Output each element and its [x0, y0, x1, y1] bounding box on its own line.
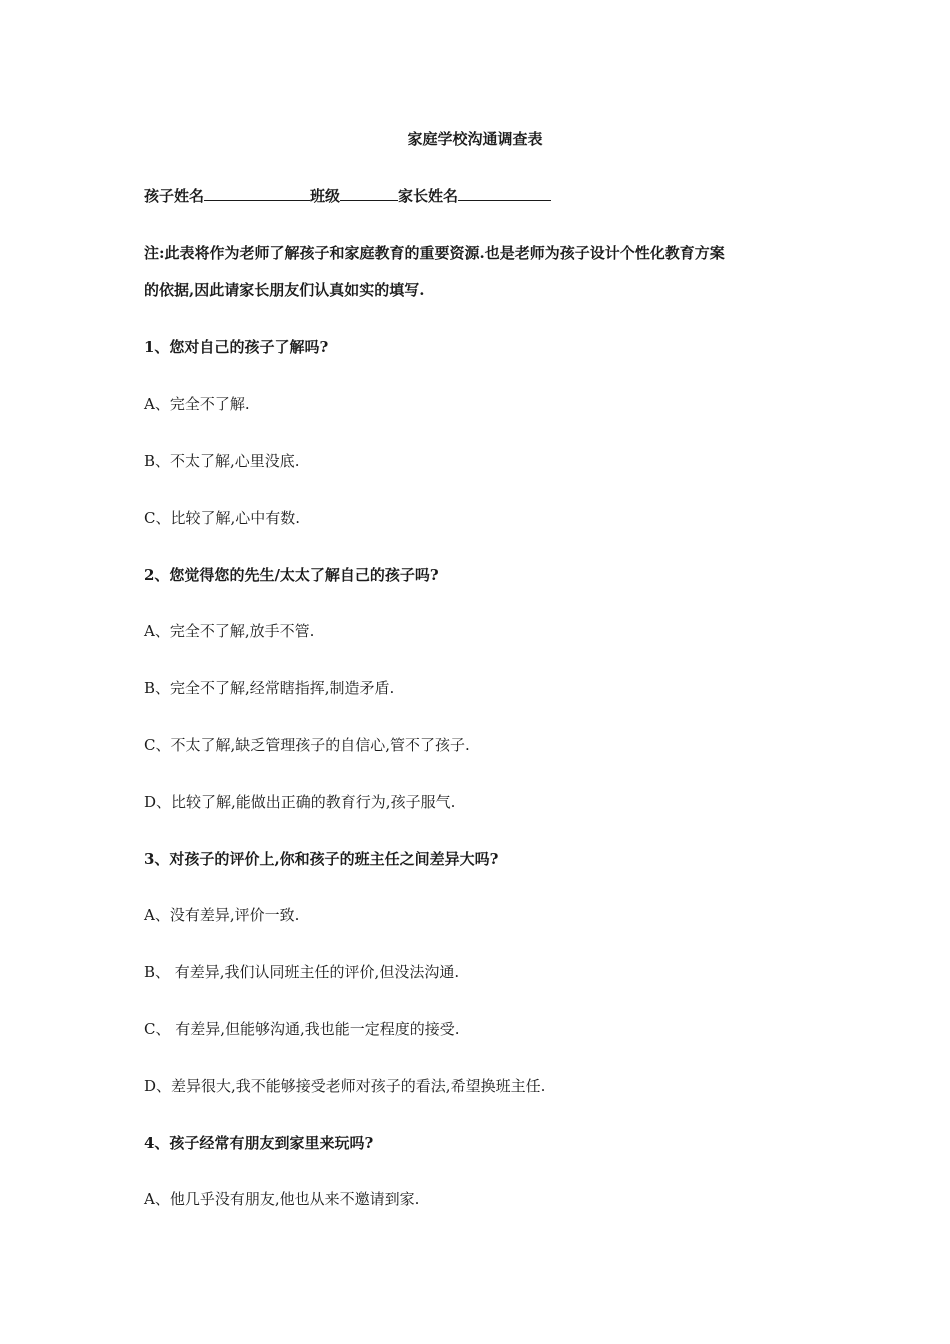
parent-name-field[interactable]: [458, 185, 551, 201]
document-title: 家庭学校沟通调查表: [407, 130, 543, 148]
class-field[interactable]: [340, 185, 398, 201]
question-4: 4、孩子经常有朋友到家里来玩吗?: [144, 1134, 374, 1152]
q2-option-d[interactable]: D、比较了解,能做出正确的教育行为,孩子服气.: [144, 793, 456, 811]
q2-option-a[interactable]: A、完全不了解,放手不管.: [144, 622, 315, 640]
q1-option-c[interactable]: C、比较了解,心中有数.: [144, 509, 301, 527]
q2-option-b[interactable]: B、完全不了解,经常瞎指挥,制造矛盾.: [144, 679, 395, 697]
q3-option-a[interactable]: A、没有差异,评价一致.: [144, 906, 300, 924]
q1-option-b[interactable]: B、不太了解,心里没底.: [144, 452, 300, 470]
question-1: 1、您对自己的孩子了解吗?: [144, 338, 329, 356]
child-name-field[interactable]: [204, 185, 310, 201]
parent-name-label: 家长姓名: [398, 187, 459, 205]
question-2: 2、您觉得您的先生/太太了解自己的孩子吗?: [144, 566, 439, 584]
question-3: 3、对孩子的评价上,你和孩子的班主任之间差异大吗?: [144, 850, 499, 868]
q3-option-b[interactable]: B、 有差异,我们认同班主任的评价,但没法沟通.: [144, 963, 460, 981]
note-line-1: 注:此表将作为老师了解孩子和家庭教育的重要资源.也是老师为孩子设计个性化教育方案: [144, 244, 725, 262]
note-line-2: 的依据,因此请家长朋友们认真如实的填写.: [144, 281, 425, 299]
child-name-label: 孩子姓名: [144, 187, 205, 205]
q4-option-a[interactable]: A、他几乎没有朋友,他也从来不邀请到家.: [144, 1190, 420, 1208]
q3-option-c[interactable]: C、 有差异,但能够沟通,我也能一定程度的接受.: [144, 1020, 460, 1038]
q2-option-c[interactable]: C、不太了解,缺乏管理孩子的自信心,管不了孩子.: [144, 736, 470, 754]
q1-option-a[interactable]: A、完全不了解.: [144, 395, 250, 413]
class-label: 班级: [310, 187, 341, 205]
q3-option-d[interactable]: D、差异很大,我不能够接受老师对孩子的看法,希望换班主任.: [144, 1077, 546, 1095]
info-line: [144, 185, 551, 207]
